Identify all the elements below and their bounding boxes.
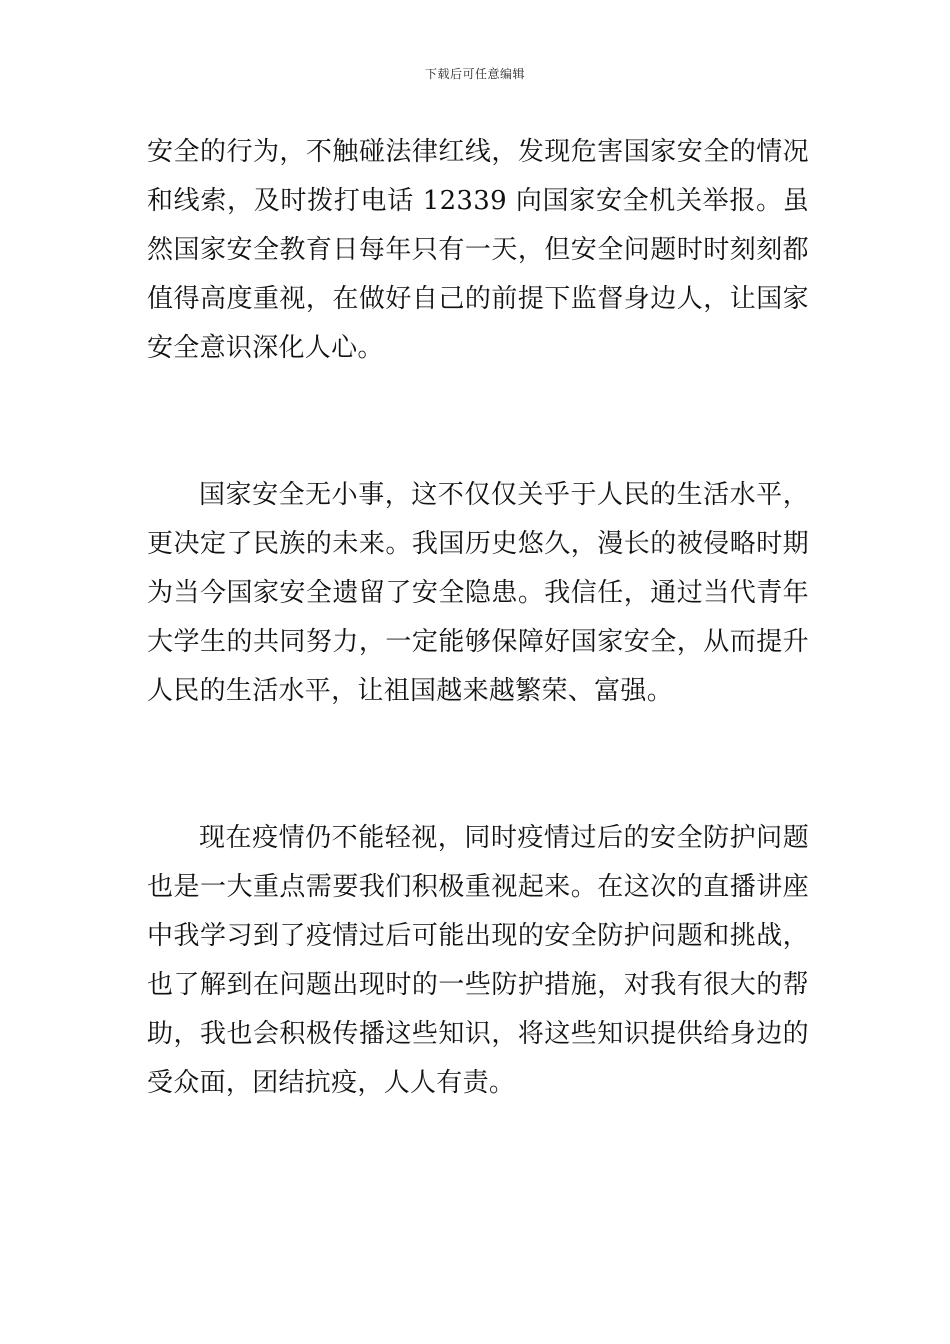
paragraph-1: 安全的行为，不触碰法律红线，发现危害国家安全的情况和线索，及时拨打电话 12339 向国家安全机关举报。虽然国家安全教育日每年只有一天，但安全问题时时刻刻都值得高度重视，在做好自己的前提下监督身边人，让国家安全意识深化人心。 (147, 137, 809, 363)
paragraph-3: 现在疫情仍不能轻视，同时疫情过后的安全防护问题也是一大重点需要我们积极重视起来。在这次的直播讲座中我学习到了疫情过后可能出现的安全防护问题和挑战，也了解到在问题出现时的一些防护措施，对我有很大的帮助，我也会积极传播这些知识，将这些知识提供给身边的受众面，团结抗疫，人人有责。 (147, 823, 809, 1098)
paragraph-spacer (147, 716, 809, 814)
document-body (147, 128, 809, 1108)
paragraph-2: 国家安全无小事，这不仅仅关乎于人民的生活水平，更决定了民族的未来。我国历史悠久，漫长的被侵略时期为当今国家安全遗留了安全隐患。我信任，通过当代青年大学生的共同努力，一定能够保障好国家安全，从而提升人民的生活水平，让祖国越来越繁荣、富强。 (147, 480, 809, 706)
page-header: 下载后可任意编辑 (424, 67, 525, 81)
paragraph-spacer (147, 373, 809, 471)
